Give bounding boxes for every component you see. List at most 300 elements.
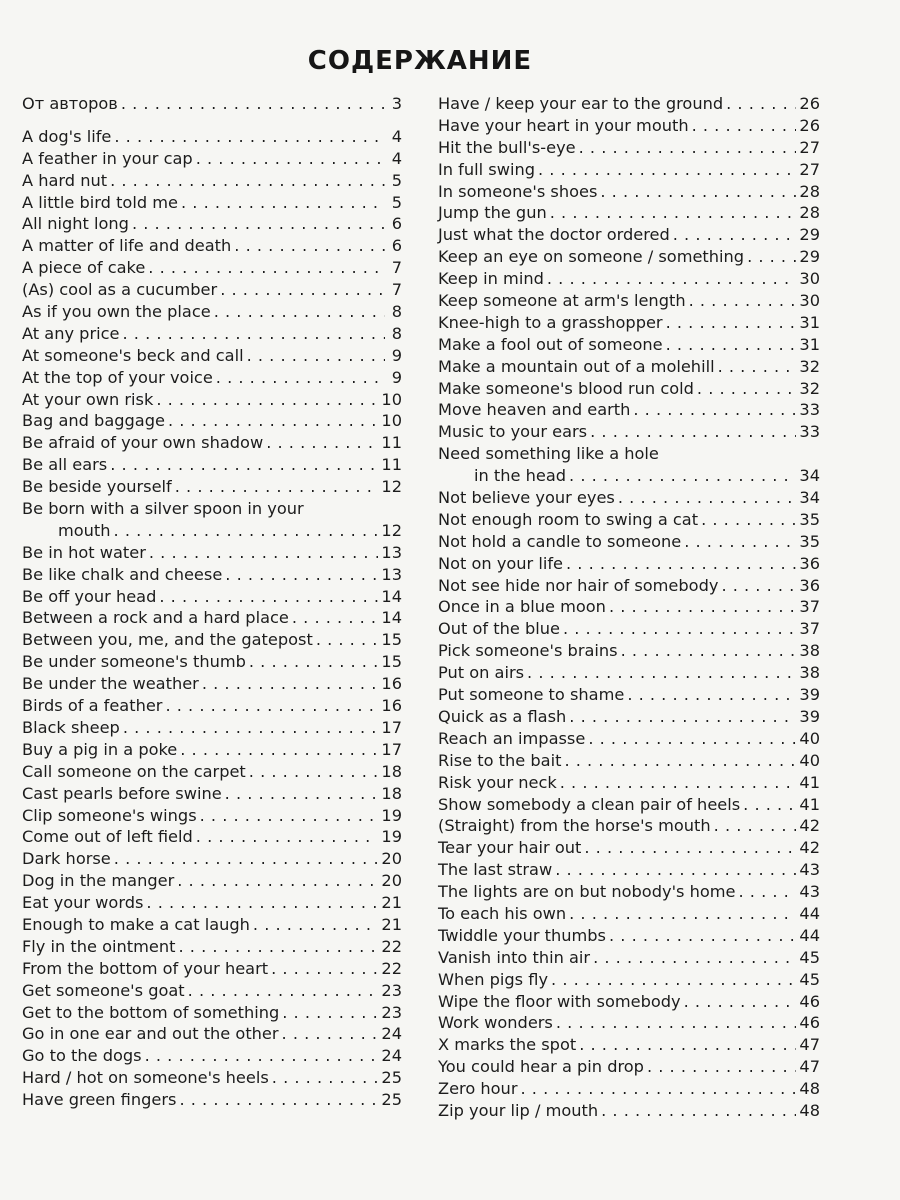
- toc-entry-label: Keep someone at arm's length: [438, 291, 686, 311]
- toc-page-number: 40: [799, 750, 820, 770]
- toc-entry-label: Dark horse: [22, 849, 111, 869]
- toc-entry-label: Risk your neck: [438, 772, 557, 792]
- dot-leader: [156, 389, 378, 411]
- toc-page-number: 29: [799, 247, 820, 267]
- page-title: СОДЕРЖАНИЕ: [307, 46, 533, 76]
- dot-leader: [110, 454, 378, 476]
- toc-page-number: 32: [799, 356, 820, 376]
- toc-entry[interactable]: [438, 159, 820, 181]
- toc-entry[interactable]: [22, 848, 402, 870]
- toc-entry[interactable]: [438, 772, 820, 794]
- toc-entry[interactable]: [22, 826, 402, 848]
- toc-entry[interactable]: [438, 268, 820, 290]
- toc-page-number: 36: [799, 553, 820, 573]
- toc-entry-label: Jump the gun: [438, 203, 547, 223]
- toc-entry[interactable]: [22, 235, 402, 257]
- toc-entry-label: Get someone's goat: [22, 980, 185, 1000]
- toc-entry[interactable]: [438, 750, 820, 772]
- toc-page-number: 41: [799, 772, 820, 792]
- toc-entry-label: Music to your ears: [438, 422, 588, 442]
- toc-page-number: 39: [799, 706, 820, 726]
- toc-entry-label: Be born with a silver spoon in your: [22, 499, 304, 519]
- toc-page-number: 10: [381, 389, 402, 409]
- dot-leader: [689, 290, 797, 312]
- dot-leader: [569, 903, 796, 925]
- toc-page-number: 27: [799, 159, 820, 179]
- toc-entry-label: At your own risk: [22, 389, 154, 409]
- toc-entry[interactable]: [22, 279, 402, 301]
- toc-entry-label: Have / keep your ear to the ground: [438, 94, 724, 113]
- toc-entry[interactable]: [22, 498, 402, 520]
- toc-entry[interactable]: [22, 761, 402, 783]
- toc-entry[interactable]: [22, 1045, 402, 1067]
- dot-leader: [564, 750, 796, 772]
- toc-entry[interactable]: [22, 410, 402, 432]
- toc-entry[interactable]: [438, 1012, 820, 1034]
- toc-entry-label: At someone's beck and call: [22, 345, 244, 365]
- toc-page-number: 28: [799, 203, 820, 223]
- toc-page-number: 44: [799, 925, 820, 945]
- toc-entry[interactable]: [22, 1002, 402, 1024]
- toc-page-number: 21: [381, 914, 402, 934]
- toc-entry[interactable]: [22, 126, 402, 148]
- toc-entry[interactable]: [438, 137, 820, 159]
- toc-entry[interactable]: [22, 739, 402, 761]
- toc-entry[interactable]: [22, 1067, 402, 1089]
- toc-entry-label: Not hold a candle to someone: [438, 531, 682, 551]
- dot-leader: [556, 1012, 797, 1034]
- toc-page-number: 17: [381, 717, 402, 737]
- dot-leader: [555, 859, 796, 881]
- toc-entry[interactable]: [22, 345, 402, 367]
- toc-page-number: 4: [391, 126, 402, 146]
- dot-leader: [132, 213, 385, 235]
- toc-entry-label: Twiddle your thumbs: [438, 925, 606, 945]
- toc-entry[interactable]: [438, 925, 820, 947]
- toc-entry-label: Bag and baggage: [22, 411, 165, 431]
- toc-entry-label: Zero hour: [438, 1079, 518, 1099]
- toc-entry-label: Keep an eye on someone / something: [438, 247, 745, 267]
- dot-leader: [666, 334, 797, 356]
- dot-leader: [196, 148, 385, 170]
- toc-entry[interactable]: [22, 892, 402, 914]
- toc-entry[interactable]: [22, 564, 402, 586]
- toc-page-number: 7: [391, 280, 402, 300]
- toc-entry[interactable]: [438, 881, 820, 903]
- toc-entry[interactable]: [22, 629, 402, 651]
- toc-entry[interactable]: [22, 936, 402, 958]
- toc-entry[interactable]: [438, 728, 820, 750]
- toc-page-number: 48: [799, 1100, 820, 1120]
- contents-right-column: [438, 93, 820, 1122]
- toc-entry[interactable]: [438, 859, 820, 881]
- toc-entry-label: Be all ears: [22, 455, 108, 475]
- dot-leader: [538, 159, 796, 181]
- toc-entry[interactable]: [438, 443, 820, 465]
- toc-entry-label: Cast pearls before swine: [22, 783, 222, 803]
- dot-leader: [249, 651, 379, 673]
- dot-leader: [234, 235, 385, 257]
- toc-entry[interactable]: [22, 323, 402, 345]
- dot-leader: [666, 312, 797, 334]
- dot-leader: [550, 202, 797, 224]
- toc-page-number: 24: [381, 1024, 402, 1044]
- toc-entry[interactable]: [438, 640, 820, 662]
- toc-entry-label: Vanish into thin air: [438, 947, 591, 967]
- toc-page-number: 42: [799, 838, 820, 858]
- toc-page-number: 6: [391, 214, 402, 234]
- toc-entry-label: A little bird told me: [22, 192, 178, 212]
- toc-entry-label: Hit the bull's-eye: [438, 137, 576, 157]
- toc-entry[interactable]: [438, 947, 820, 969]
- dot-leader: [179, 1089, 378, 1111]
- toc-entry-label: Have your heart in your mouth: [438, 115, 689, 135]
- dot-leader: [609, 596, 796, 618]
- toc-entry-label: Be like chalk and cheese: [22, 564, 223, 584]
- dot-leader: [673, 224, 797, 246]
- toc-entry[interactable]: [438, 815, 820, 837]
- toc-entry-label: Be in hot water: [22, 542, 146, 562]
- toc-page-number: 20: [381, 871, 402, 891]
- toc-entry-label: Be off your head: [22, 586, 157, 606]
- toc-entry[interactable]: [438, 224, 820, 246]
- toc-page-number: 13: [381, 564, 402, 584]
- toc-page-number: 16: [381, 696, 402, 716]
- toc-entry-label: The lights are on but nobody's home: [438, 882, 736, 902]
- toc-page-number: 28: [799, 181, 820, 201]
- dot-leader: [122, 323, 385, 345]
- toc-page-number: 15: [381, 630, 402, 650]
- toc-entry-label: To each his own: [438, 903, 567, 923]
- dot-leader: [247, 345, 385, 367]
- toc-entry[interactable]: [438, 794, 820, 816]
- toc-entry[interactable]: [22, 958, 402, 980]
- dot-leader: [316, 629, 379, 651]
- toc-entry-label: Out of the blue: [438, 619, 560, 639]
- toc-entry-label: (Straight) from the horse's mouth: [438, 816, 711, 836]
- dot-leader: [721, 575, 796, 597]
- toc-entry-label: Be under someone's thumb: [22, 652, 246, 672]
- dot-leader: [566, 553, 796, 575]
- toc-page-number: 36: [799, 575, 820, 595]
- toc-entry-label: Once in a blue moon: [438, 597, 606, 617]
- toc-entry-label: The last straw: [438, 860, 553, 880]
- toc-entry[interactable]: [438, 553, 820, 575]
- toc-page-number: 48: [799, 1079, 820, 1099]
- toc-entry[interactable]: [438, 991, 820, 1013]
- toc-page-number: 15: [381, 652, 402, 672]
- toc-entry[interactable]: [22, 586, 402, 608]
- dot-leader: [697, 378, 796, 400]
- toc-entry[interactable]: [22, 1023, 402, 1045]
- toc-entry[interactable]: [438, 312, 820, 334]
- dot-leader: [181, 192, 385, 214]
- toc-page-number: 27: [799, 137, 820, 157]
- dot-leader: [633, 399, 796, 421]
- toc-entry[interactable]: [438, 378, 820, 400]
- toc-page-number: 30: [799, 269, 820, 289]
- toc-page-number: 4: [391, 148, 402, 168]
- toc-page-number: 33: [799, 400, 820, 420]
- dot-leader: [743, 794, 796, 816]
- toc-entry-label: Show somebody a clean pair of heels: [438, 794, 741, 814]
- toc-page-number: 43: [799, 860, 820, 880]
- toc-entry-label: Not enough room to swing a cat: [438, 509, 699, 529]
- toc-page-number: 35: [799, 509, 820, 529]
- toc-page-number: 17: [381, 739, 402, 759]
- toc-entry[interactable]: [22, 389, 402, 411]
- dot-leader: [149, 542, 379, 564]
- toc-page-number: 30: [799, 291, 820, 311]
- toc-entry-label: Between you, me, and the gatepost: [22, 630, 313, 650]
- toc-entry[interactable]: [438, 246, 820, 268]
- toc-entry[interactable]: [438, 903, 820, 925]
- dot-leader: [266, 432, 378, 454]
- toc-page-number: 22: [381, 936, 402, 956]
- toc-entry-label-continuation: mouth: [58, 520, 111, 540]
- dot-leader: [179, 936, 379, 958]
- toc-page-number: 8: [391, 302, 402, 322]
- dot-leader: [520, 1078, 796, 1100]
- toc-entry[interactable]: [22, 542, 402, 564]
- toc-page-number: 44: [799, 903, 820, 923]
- toc-page-number: 9: [391, 345, 402, 365]
- toc-entry-label: Dog in the manger: [22, 871, 175, 891]
- toc-entry-label: Call someone on the carpet: [22, 761, 246, 781]
- toc-page-number: 19: [381, 805, 402, 825]
- toc-entry-label: От авторов: [22, 94, 118, 113]
- toc-entry-label: Need something like a hole: [438, 444, 659, 464]
- toc-page-number: 16: [381, 674, 402, 694]
- toc-entry-label: Come out of left field: [22, 827, 193, 847]
- toc-entry-label: Pick someone's brains: [438, 641, 618, 661]
- toc-entry-label: Reach an impasse: [438, 728, 586, 748]
- toc-page-number: 5: [391, 170, 402, 190]
- toc-page-number: 45: [799, 947, 820, 967]
- toc-entry-label: Buy a pig in a poke: [22, 739, 178, 759]
- toc-entry-label: Not believe your eyes: [438, 488, 615, 508]
- toc-entry[interactable]: [438, 202, 820, 224]
- toc-entry[interactable]: [22, 170, 402, 192]
- dot-leader: [584, 837, 796, 859]
- toc-entry[interactable]: [438, 93, 820, 115]
- dot-leader: [527, 662, 796, 684]
- toc-page-number: 24: [381, 1046, 402, 1066]
- toc-entry[interactable]: [22, 673, 402, 695]
- toc-page-number: 12: [381, 520, 402, 540]
- toc-page-number: 22: [381, 958, 402, 978]
- dot-leader: [271, 958, 378, 980]
- toc-entry[interactable]: [438, 662, 820, 684]
- toc-page-number: 10: [381, 411, 402, 431]
- toc-entry[interactable]: [438, 596, 820, 618]
- toc-entry-label: Keep in mind: [438, 269, 544, 289]
- toc-page-number: 13: [381, 542, 402, 562]
- toc-entry[interactable]: [438, 115, 820, 137]
- toc-page-number: 40: [799, 728, 820, 748]
- toc-entry-label: Move heaven and earth: [438, 400, 631, 420]
- toc-entry[interactable]: [22, 651, 402, 673]
- toc-entry-label: A matter of life and death: [22, 236, 232, 256]
- toc-entry[interactable]: [22, 783, 402, 805]
- toc-page-number: 3: [391, 94, 402, 113]
- toc-page-number: 34: [799, 466, 820, 486]
- toc-entry[interactable]: [438, 1034, 820, 1056]
- toc-entry-label-continuation: in the head: [474, 466, 567, 486]
- toc-entry-label: A dog's life: [22, 126, 112, 146]
- toc-entry[interactable]: [22, 192, 402, 214]
- toc-page-number: 11: [381, 433, 402, 453]
- dot-leader: [225, 564, 378, 586]
- toc-entry[interactable]: [22, 805, 402, 827]
- toc-entry-label: Get to the bottom of something: [22, 1002, 280, 1022]
- dot-leader: [180, 739, 378, 761]
- toc-page-number: 34: [799, 488, 820, 508]
- toc-entry[interactable]: [22, 695, 402, 717]
- toc-entry[interactable]: [22, 476, 402, 498]
- toc-page-number: 29: [799, 225, 820, 245]
- toc-entry-label: Be under the weather: [22, 674, 199, 694]
- dot-leader: [121, 93, 385, 115]
- toc-entry[interactable]: [22, 148, 402, 170]
- dot-leader: [220, 279, 385, 301]
- dot-leader: [560, 772, 797, 794]
- toc-page-number: 35: [799, 531, 820, 551]
- dot-leader: [747, 246, 796, 268]
- dot-leader: [200, 805, 379, 827]
- dot-leader: [579, 1034, 796, 1056]
- toc-entry[interactable]: [22, 980, 402, 1002]
- toc-entry[interactable]: [438, 290, 820, 312]
- toc-entry-continuation[interactable]: [438, 465, 820, 487]
- dot-leader: [551, 969, 796, 991]
- toc-entry-label: (As) cool as a cucumber: [22, 280, 218, 300]
- toc-page-number: 41: [799, 794, 820, 814]
- toc-entry-label: Knee-high to a grasshopper: [438, 312, 663, 332]
- toc-entry[interactable]: [22, 257, 402, 279]
- toc-entry-continuation[interactable]: [22, 520, 402, 542]
- toc-page-number: 9: [391, 367, 402, 387]
- toc-entry[interactable]: [22, 367, 402, 389]
- toc-entry-label: Not on your life: [438, 553, 564, 573]
- dot-leader: [621, 640, 797, 662]
- toc-entry[interactable]: [438, 684, 820, 706]
- toc-entry-label: All night long: [22, 214, 129, 234]
- toc-entry[interactable]: [22, 213, 402, 235]
- toc-entry[interactable]: [438, 181, 820, 203]
- toc-entry-label: At any price: [22, 323, 120, 343]
- toc-entry[interactable]: [438, 509, 820, 531]
- toc-page-number: 14: [381, 586, 402, 606]
- section-gap: [22, 115, 402, 126]
- toc-entry[interactable]: [438, 531, 820, 553]
- toc-page-number: 25: [381, 1068, 402, 1088]
- toc-entry[interactable]: [22, 717, 402, 739]
- toc-entry-label: A feather in your cap: [22, 148, 193, 168]
- toc-entry[interactable]: [22, 607, 402, 629]
- toc-entry-label: Make a mountain out of a molehill: [438, 356, 715, 376]
- toc-entry[interactable]: [438, 1078, 820, 1100]
- toc-entry-label: X marks the spot: [438, 1035, 577, 1055]
- dot-leader: [202, 673, 379, 695]
- toc-entry[interactable]: [22, 93, 402, 115]
- toc-page-number: 39: [799, 685, 820, 705]
- toc-page-number: 14: [381, 608, 402, 628]
- toc-entry-label: Eat your words: [22, 893, 144, 913]
- toc-entry-label: Put on airs: [438, 663, 525, 683]
- dot-leader: [225, 783, 379, 805]
- dot-leader: [196, 826, 379, 848]
- toc-entry-label: From the bottom of your heart: [22, 958, 269, 978]
- dot-leader: [593, 947, 796, 969]
- dot-leader: [168, 410, 378, 432]
- toc-entry[interactable]: [438, 837, 820, 859]
- toc-entry[interactable]: [438, 969, 820, 991]
- toc-entry[interactable]: [438, 421, 820, 443]
- toc-page-number: 46: [799, 1013, 820, 1033]
- toc-entry-label: When pigs fly: [438, 969, 549, 989]
- toc-entry-label: A piece of cake: [22, 258, 146, 278]
- toc-entry[interactable]: [438, 487, 820, 509]
- dot-leader: [600, 181, 796, 203]
- toc-entry[interactable]: [22, 454, 402, 476]
- toc-entry[interactable]: [438, 618, 820, 640]
- toc-entry[interactable]: [438, 575, 820, 597]
- toc-page-number: 31: [799, 312, 820, 332]
- dot-leader: [739, 881, 797, 903]
- dot-leader: [253, 914, 378, 936]
- dot-leader: [177, 870, 378, 892]
- toc-entry-label: Put someone to shame: [438, 685, 625, 705]
- toc-page-number: 26: [799, 94, 820, 113]
- toc-entry[interactable]: [22, 914, 402, 936]
- toc-entry-label: Birds of a feather: [22, 696, 163, 716]
- dot-leader: [718, 356, 797, 378]
- toc-entry[interactable]: [438, 1056, 820, 1078]
- toc-entry[interactable]: [22, 1089, 402, 1111]
- toc-entry[interactable]: [438, 356, 820, 378]
- toc-entry-label: Have green fingers: [22, 1090, 177, 1110]
- dot-leader: [114, 848, 379, 870]
- dot-leader: [590, 421, 796, 443]
- toc-page-number: 47: [799, 1035, 820, 1055]
- toc-entry-label: Make a fool out of someone: [438, 334, 663, 354]
- dot-leader: [175, 476, 379, 498]
- toc-page-number: 31: [799, 334, 820, 354]
- dot-leader: [701, 509, 796, 531]
- toc-page-number: 46: [799, 991, 820, 1011]
- dot-leader: [159, 586, 378, 608]
- toc-entry[interactable]: [22, 432, 402, 454]
- dot-leader: [618, 487, 797, 509]
- dot-leader: [146, 892, 378, 914]
- toc-page-number: 7: [391, 258, 402, 278]
- toc-entry[interactable]: [438, 706, 820, 728]
- toc-entry[interactable]: [22, 301, 402, 323]
- dot-leader: [145, 1045, 379, 1067]
- dot-leader: [188, 980, 379, 1002]
- toc-entry[interactable]: [438, 1100, 820, 1122]
- toc-entry-label: Quick as a flash: [438, 706, 567, 726]
- toc-entry[interactable]: [438, 399, 820, 421]
- toc-entry-label: A hard nut: [22, 170, 108, 190]
- toc-entry-label: Rise to the bait: [438, 750, 562, 770]
- toc-entry[interactable]: [22, 870, 402, 892]
- toc-page-number: 20: [381, 849, 402, 869]
- dot-leader: [601, 1100, 796, 1122]
- toc-entry-label: Tear your hair out: [438, 838, 582, 858]
- toc-entry[interactable]: [438, 334, 820, 356]
